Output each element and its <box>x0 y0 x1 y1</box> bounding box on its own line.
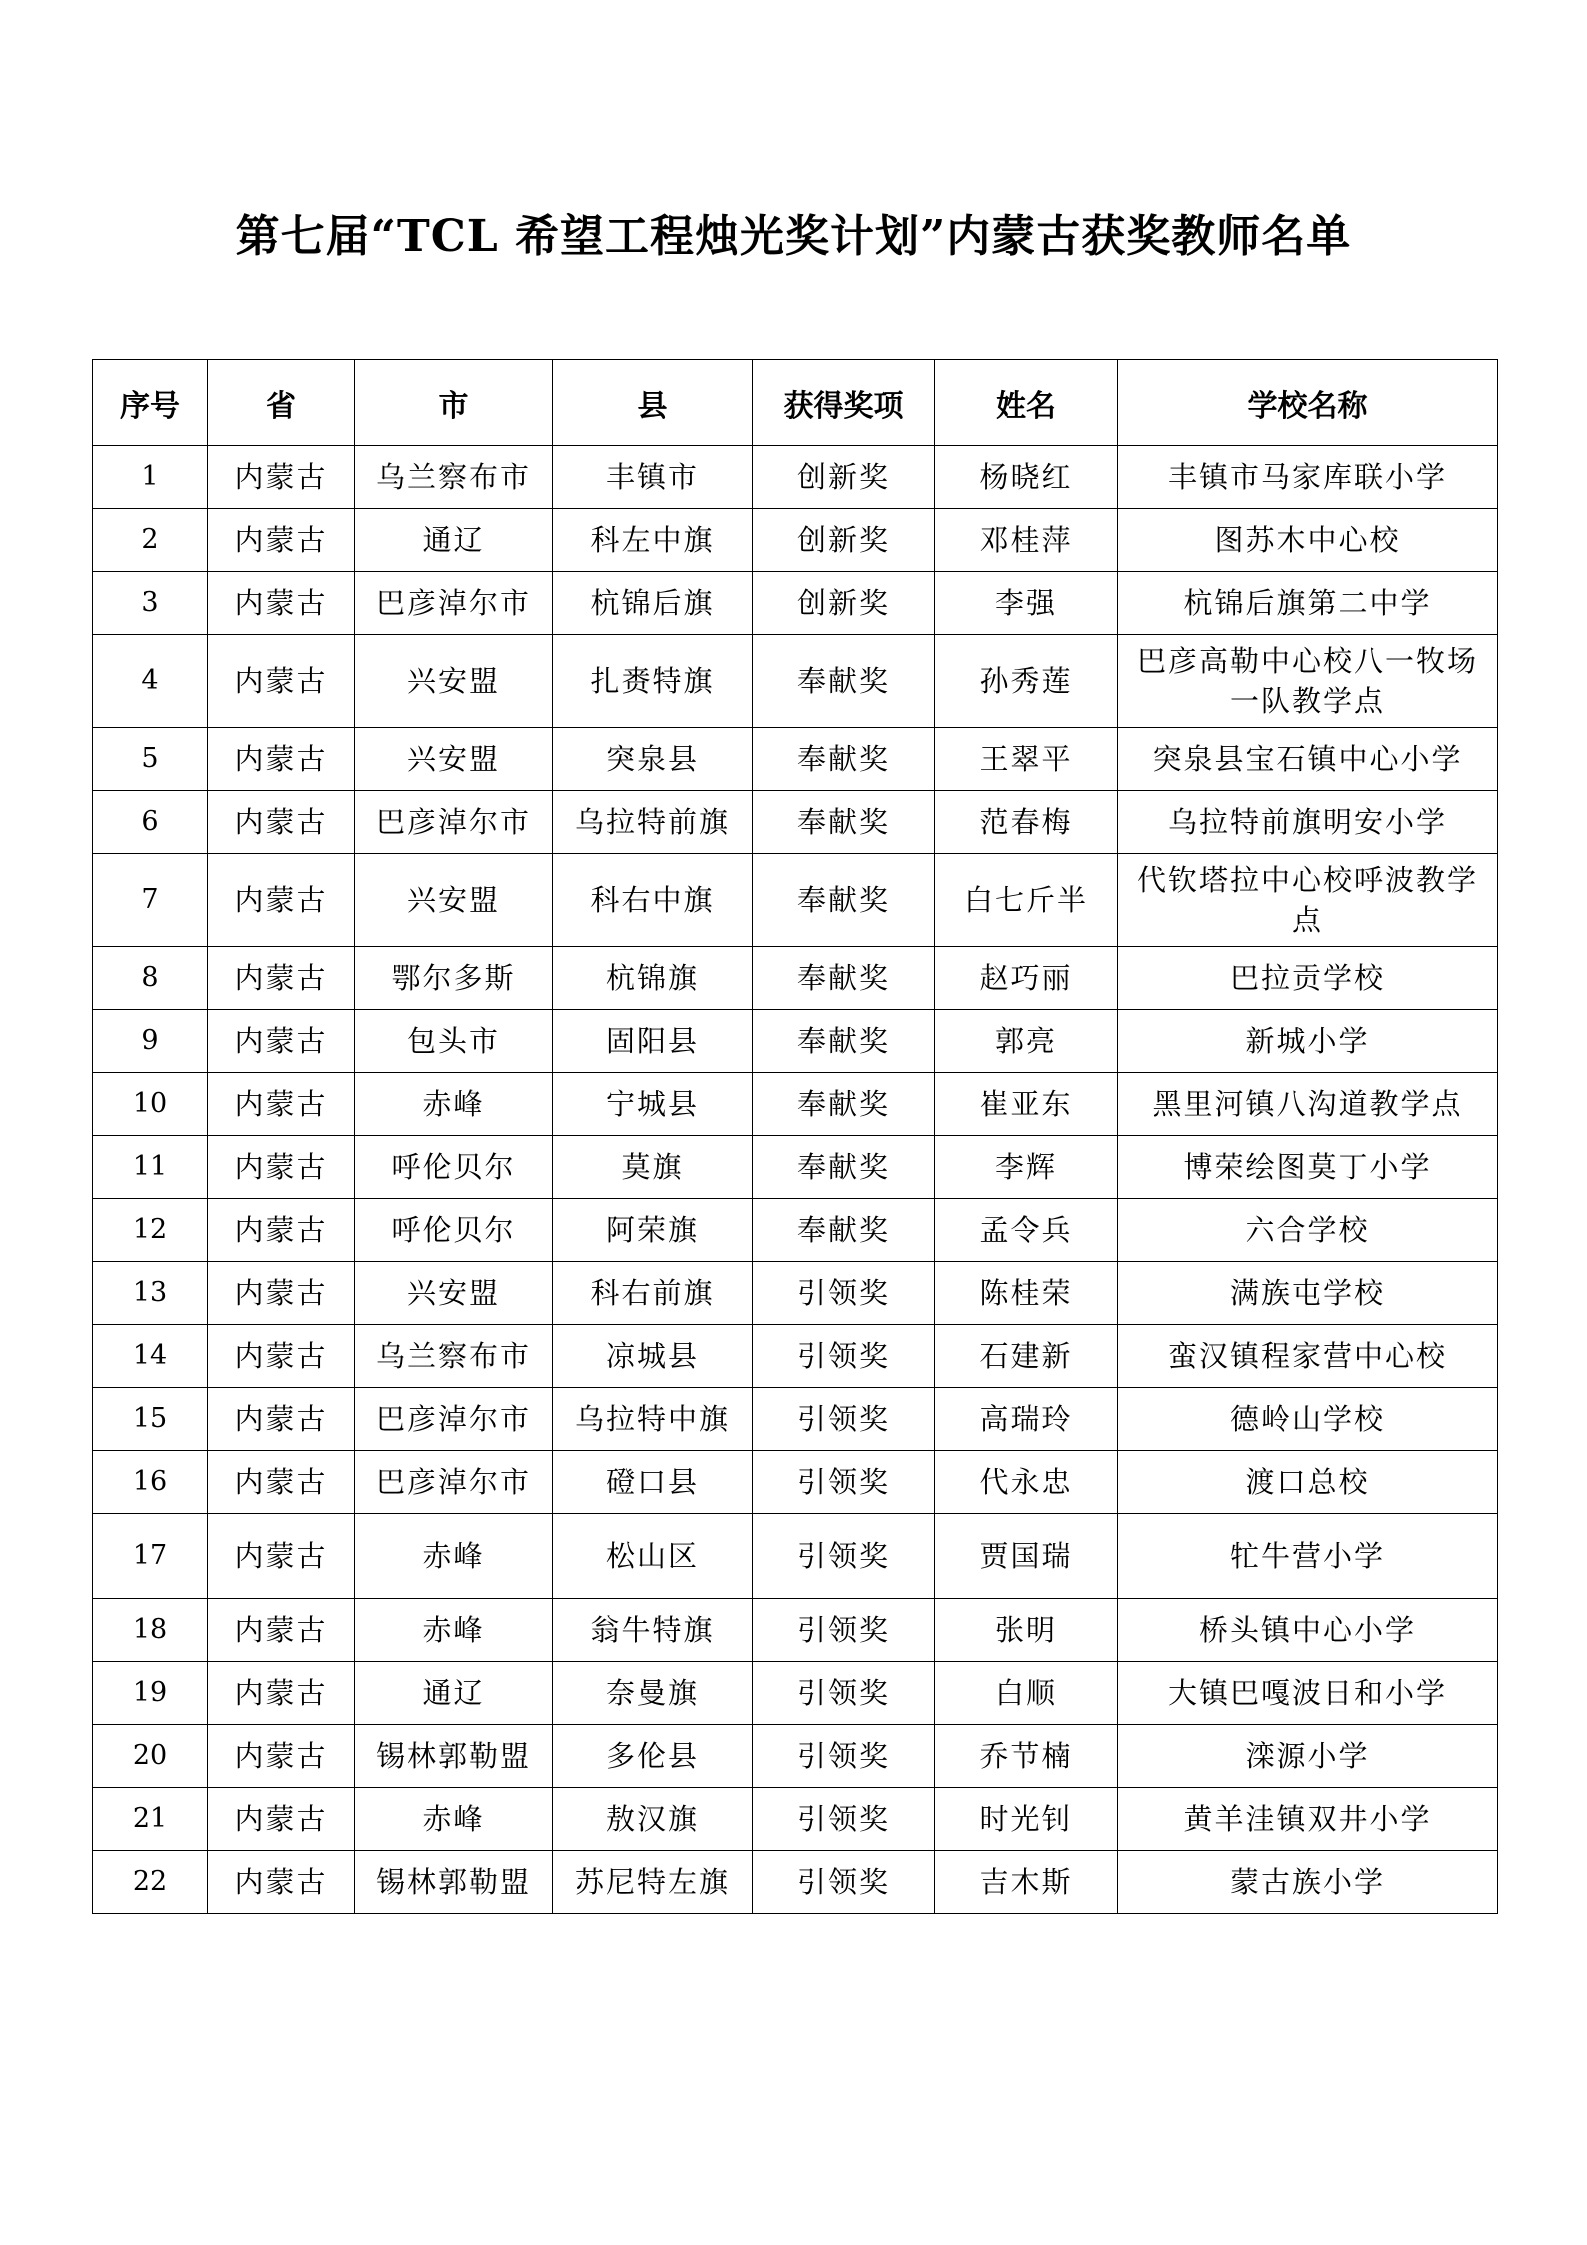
cell-teacher-name: 赵巧丽 <box>935 947 1118 1010</box>
cell-county: 扎赉特旗 <box>553 635 753 728</box>
cell-school: 桥头镇中心小学 <box>1118 1599 1498 1662</box>
cell-school: 黑里河镇八沟道教学点 <box>1118 1073 1498 1136</box>
cell-province: 内蒙古 <box>208 1851 355 1914</box>
cell-city: 巴彦淖尔市 <box>355 1451 553 1514</box>
cell-award: 引领奖 <box>753 1788 935 1851</box>
cell-award: 奉献奖 <box>753 791 935 854</box>
cell-teacher-name: 吉木斯 <box>935 1851 1118 1914</box>
table-body <box>93 446 1498 1914</box>
cell-province: 内蒙古 <box>208 635 355 728</box>
cell-city: 锡林郭勒盟 <box>355 1725 553 1788</box>
cell-county: 苏尼特左旗 <box>553 1851 753 1914</box>
cell-teacher-name: 高瑞玲 <box>935 1388 1118 1451</box>
header-name: 姓名 <box>935 360 1118 446</box>
cell-award: 引领奖 <box>753 1851 935 1914</box>
cell-index: 13 <box>93 1262 208 1325</box>
cell-teacher-name: 张明 <box>935 1599 1118 1662</box>
cell-teacher-name: 白顺 <box>935 1662 1118 1725</box>
cell-school: 滦源小学 <box>1118 1725 1498 1788</box>
cell-city: 乌兰察布市 <box>355 1325 553 1388</box>
cell-province: 内蒙古 <box>208 1662 355 1725</box>
cell-county: 科右前旗 <box>553 1262 753 1325</box>
table-row <box>93 635 1498 728</box>
cell-province: 内蒙古 <box>208 1388 355 1451</box>
cell-county: 乌拉特中旗 <box>553 1388 753 1451</box>
cell-city: 乌兰察布市 <box>355 446 553 509</box>
cell-city: 鄂尔多斯 <box>355 947 553 1010</box>
cell-county: 固阳县 <box>553 1010 753 1073</box>
cell-teacher-name: 李辉 <box>935 1136 1118 1199</box>
cell-province: 内蒙古 <box>208 1199 355 1262</box>
cell-index: 17 <box>93 1514 208 1599</box>
cell-school: 丰镇市马家库联小学 <box>1118 446 1498 509</box>
cell-index: 3 <box>93 572 208 635</box>
cell-school: 德岭山学校 <box>1118 1388 1498 1451</box>
cell-award: 引领奖 <box>753 1599 935 1662</box>
cell-city: 兴安盟 <box>355 728 553 791</box>
cell-city: 呼伦贝尔 <box>355 1136 553 1199</box>
cell-index: 22 <box>93 1851 208 1914</box>
cell-county: 科左中旗 <box>553 509 753 572</box>
cell-teacher-name: 范春梅 <box>935 791 1118 854</box>
cell-school: 牤牛营小学 <box>1118 1514 1498 1599</box>
cell-school: 黄羊洼镇双井小学 <box>1118 1788 1498 1851</box>
cell-index: 7 <box>93 854 208 947</box>
cell-county: 丰镇市 <box>553 446 753 509</box>
cell-index: 10 <box>93 1073 208 1136</box>
cell-county: 科右中旗 <box>553 854 753 947</box>
cell-award: 引领奖 <box>753 1325 935 1388</box>
table-row <box>93 1851 1498 1914</box>
cell-award: 奉献奖 <box>753 854 935 947</box>
cell-award: 奉献奖 <box>753 1073 935 1136</box>
cell-county: 松山区 <box>553 1514 753 1599</box>
cell-province: 内蒙古 <box>208 947 355 1010</box>
cell-teacher-name: 石建新 <box>935 1325 1118 1388</box>
cell-school: 乌拉特前旗明安小学 <box>1118 791 1498 854</box>
cell-city: 包头市 <box>355 1010 553 1073</box>
cell-school: 博荣绘图莫丁小学 <box>1118 1136 1498 1199</box>
cell-index: 8 <box>93 947 208 1010</box>
cell-award: 引领奖 <box>753 1514 935 1599</box>
cell-award: 引领奖 <box>753 1451 935 1514</box>
cell-award: 创新奖 <box>753 446 935 509</box>
table-row <box>93 1662 1498 1725</box>
cell-county: 突泉县 <box>553 728 753 791</box>
cell-city: 赤峰 <box>355 1788 553 1851</box>
table-row <box>93 1388 1498 1451</box>
cell-school: 杭锦后旗第二中学 <box>1118 572 1498 635</box>
cell-index: 21 <box>93 1788 208 1851</box>
table-row <box>93 446 1498 509</box>
cell-award: 奉献奖 <box>753 1199 935 1262</box>
table-row <box>93 572 1498 635</box>
cell-province: 内蒙古 <box>208 1262 355 1325</box>
cell-county: 杭锦后旗 <box>553 572 753 635</box>
cell-index: 16 <box>93 1451 208 1514</box>
cell-school: 图苏木中心校 <box>1118 509 1498 572</box>
cell-teacher-name: 李强 <box>935 572 1118 635</box>
cell-school: 满族屯学校 <box>1118 1262 1498 1325</box>
header-county: 县 <box>553 360 753 446</box>
cell-teacher-name: 孟令兵 <box>935 1199 1118 1262</box>
cell-province: 内蒙古 <box>208 1073 355 1136</box>
cell-province: 内蒙古 <box>208 1325 355 1388</box>
cell-index: 2 <box>93 509 208 572</box>
cell-award: 奉献奖 <box>753 1136 935 1199</box>
cell-school: 代钦塔拉中心校呼波教学点 <box>1118 854 1498 947</box>
cell-county: 敖汉旗 <box>553 1788 753 1851</box>
cell-index: 6 <box>93 791 208 854</box>
cell-province: 内蒙古 <box>208 572 355 635</box>
cell-teacher-name: 邓桂萍 <box>935 509 1118 572</box>
cell-province: 内蒙古 <box>208 791 355 854</box>
cell-school: 蒙古族小学 <box>1118 1851 1498 1914</box>
cell-teacher-name: 陈桂荣 <box>935 1262 1118 1325</box>
table-header-row <box>93 360 1498 446</box>
header-award: 获得奖项 <box>753 360 935 446</box>
cell-province: 内蒙古 <box>208 446 355 509</box>
cell-award: 奉献奖 <box>753 728 935 791</box>
table-row <box>93 509 1498 572</box>
table-row <box>93 947 1498 1010</box>
cell-county: 多伦县 <box>553 1725 753 1788</box>
table-row <box>93 1514 1498 1599</box>
cell-index: 18 <box>93 1599 208 1662</box>
cell-city: 赤峰 <box>355 1073 553 1136</box>
cell-index: 11 <box>93 1136 208 1199</box>
cell-school: 巴彦高勒中心校八一牧场一队教学点 <box>1118 635 1498 728</box>
cell-province: 内蒙古 <box>208 1725 355 1788</box>
cell-award: 创新奖 <box>753 572 935 635</box>
cell-index: 15 <box>93 1388 208 1451</box>
cell-award: 引领奖 <box>753 1662 935 1725</box>
cell-index: 14 <box>93 1325 208 1388</box>
cell-county: 杭锦旗 <box>553 947 753 1010</box>
cell-county: 磴口县 <box>553 1451 753 1514</box>
cell-award: 奉献奖 <box>753 947 935 1010</box>
table-row <box>93 1599 1498 1662</box>
cell-county: 奈曼旗 <box>553 1662 753 1725</box>
cell-province: 内蒙古 <box>208 1010 355 1073</box>
cell-teacher-name: 杨晓红 <box>935 446 1118 509</box>
header-school: 学校名称 <box>1118 360 1498 446</box>
cell-city: 兴安盟 <box>355 854 553 947</box>
cell-teacher-name: 乔节楠 <box>935 1725 1118 1788</box>
cell-city: 通辽 <box>355 1662 553 1725</box>
table-row <box>93 1725 1498 1788</box>
cell-city: 巴彦淖尔市 <box>355 1388 553 1451</box>
cell-county: 宁城县 <box>553 1073 753 1136</box>
cell-teacher-name: 郭亮 <box>935 1010 1118 1073</box>
cell-province: 内蒙古 <box>208 509 355 572</box>
table-row <box>93 791 1498 854</box>
cell-city: 巴彦淖尔市 <box>355 791 553 854</box>
cell-award: 奉献奖 <box>753 635 935 728</box>
cell-city: 赤峰 <box>355 1599 553 1662</box>
cell-teacher-name: 白七斤半 <box>935 854 1118 947</box>
cell-province: 内蒙古 <box>208 1136 355 1199</box>
cell-province: 内蒙古 <box>208 1451 355 1514</box>
cell-index: 19 <box>93 1662 208 1725</box>
table-row <box>93 854 1498 947</box>
header-province: 省 <box>208 360 355 446</box>
cell-county: 翁牛特旗 <box>553 1599 753 1662</box>
cell-index: 20 <box>93 1725 208 1788</box>
cell-award: 引领奖 <box>753 1388 935 1451</box>
cell-school: 新城小学 <box>1118 1010 1498 1073</box>
header-index: 序号 <box>93 360 208 446</box>
cell-city: 通辽 <box>355 509 553 572</box>
cell-province: 内蒙古 <box>208 1788 355 1851</box>
header-city: 市 <box>355 360 553 446</box>
cell-county: 乌拉特前旗 <box>553 791 753 854</box>
cell-award: 引领奖 <box>753 1725 935 1788</box>
cell-city: 兴安盟 <box>355 1262 553 1325</box>
table-row <box>93 1262 1498 1325</box>
cell-city: 呼伦贝尔 <box>355 1199 553 1262</box>
table-row <box>93 1073 1498 1136</box>
cell-school: 蛮汉镇程家营中心校 <box>1118 1325 1498 1388</box>
cell-teacher-name: 孙秀莲 <box>935 635 1118 728</box>
awardee-table <box>92 359 1498 1914</box>
cell-teacher-name: 王翠平 <box>935 728 1118 791</box>
cell-province: 内蒙古 <box>208 728 355 791</box>
cell-index: 4 <box>93 635 208 728</box>
table-row <box>93 1010 1498 1073</box>
cell-teacher-name: 代永忠 <box>935 1451 1118 1514</box>
table-row <box>93 1199 1498 1262</box>
cell-school: 巴拉贡学校 <box>1118 947 1498 1010</box>
cell-teacher-name: 贾国瑞 <box>935 1514 1118 1599</box>
cell-city: 锡林郭勒盟 <box>355 1851 553 1914</box>
table-row <box>93 1451 1498 1514</box>
table-row <box>93 1136 1498 1199</box>
cell-county: 阿荣旗 <box>553 1199 753 1262</box>
cell-award: 引领奖 <box>753 1262 935 1325</box>
table-row <box>93 1788 1498 1851</box>
cell-index: 5 <box>93 728 208 791</box>
cell-county: 凉城县 <box>553 1325 753 1388</box>
cell-index: 12 <box>93 1199 208 1262</box>
cell-index: 1 <box>93 446 208 509</box>
cell-province: 内蒙古 <box>208 854 355 947</box>
table-row <box>93 1325 1498 1388</box>
table-row <box>93 728 1498 791</box>
cell-province: 内蒙古 <box>208 1599 355 1662</box>
cell-province: 内蒙古 <box>208 1514 355 1599</box>
cell-index: 9 <box>93 1010 208 1073</box>
cell-award: 创新奖 <box>753 509 935 572</box>
cell-school: 大镇巴嘎波日和小学 <box>1118 1662 1498 1725</box>
cell-teacher-name: 崔亚东 <box>935 1073 1118 1136</box>
cell-school: 六合学校 <box>1118 1199 1498 1262</box>
cell-award: 奉献奖 <box>753 1010 935 1073</box>
cell-city: 巴彦淖尔市 <box>355 572 553 635</box>
cell-school: 突泉县宝石镇中心小学 <box>1118 728 1498 791</box>
cell-county: 莫旗 <box>553 1136 753 1199</box>
cell-school: 渡口总校 <box>1118 1451 1498 1514</box>
cell-city: 赤峰 <box>355 1514 553 1599</box>
cell-city: 兴安盟 <box>355 635 553 728</box>
page-title: 第七届“TCL 希望工程烛光奖计划”内蒙古获奖教师名单 <box>235 211 1352 262</box>
cell-teacher-name: 时光钊 <box>935 1788 1118 1851</box>
